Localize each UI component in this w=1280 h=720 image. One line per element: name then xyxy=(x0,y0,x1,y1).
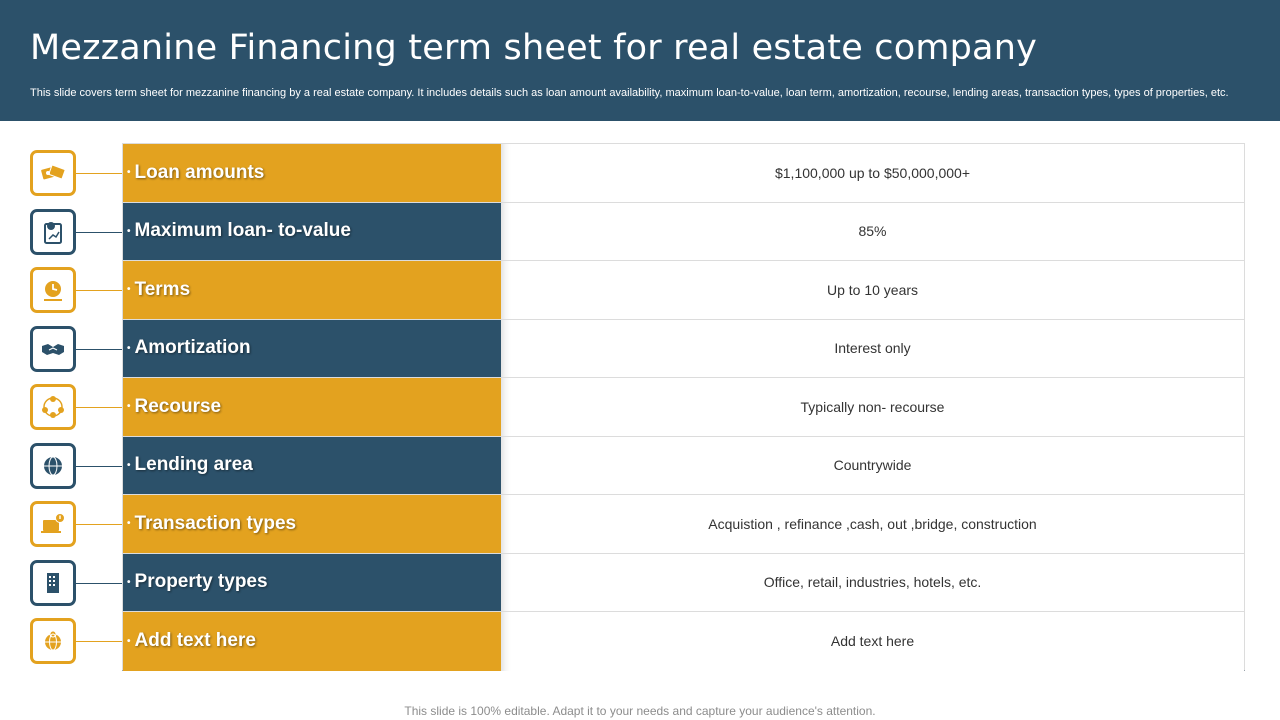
globe-people-icon xyxy=(30,443,76,489)
connector-line xyxy=(76,407,122,408)
laptop-payment-icon xyxy=(30,501,76,547)
table-row xyxy=(123,495,1244,554)
connector-line xyxy=(76,524,122,525)
term-sheet-table xyxy=(122,143,1245,671)
row-label: • Add text here xyxy=(123,612,501,671)
handshake-icon xyxy=(30,326,76,372)
connector-line xyxy=(76,641,122,642)
row-value: $1,100,000 up to $50,000,000+ xyxy=(501,144,1244,202)
row-value: Office, retail, industries, hotels, etc. xyxy=(501,554,1244,612)
row-label: • Lending area xyxy=(123,437,501,495)
row-value: Add text here xyxy=(501,612,1244,671)
row-value: Acquistion , refinance ,cash, out ,bridge, construction xyxy=(501,495,1244,553)
page-title: Mezzanine Financing term sheet for real estate company xyxy=(30,28,1038,68)
clock-icon xyxy=(30,267,76,313)
row-label: • Property types xyxy=(123,554,501,612)
footer-note: This slide is 100% editable. Adapt it to your needs and capture your audience's attention. xyxy=(404,704,876,718)
row-value: Up to 10 years xyxy=(501,261,1244,319)
people-globe-icon xyxy=(30,618,76,664)
table-row xyxy=(123,612,1244,671)
connector-line xyxy=(76,466,122,467)
connector-line xyxy=(76,349,122,350)
table-row xyxy=(123,320,1244,379)
row-value: Typically non- recourse xyxy=(501,378,1244,436)
row-label: • Loan amounts xyxy=(123,144,501,202)
connector-line xyxy=(76,583,122,584)
connector-line xyxy=(76,232,122,233)
table-row xyxy=(123,203,1244,262)
row-label: • Recourse xyxy=(123,378,501,436)
table-row xyxy=(123,144,1244,203)
connector-line xyxy=(76,173,122,174)
row-value: Interest only xyxy=(501,320,1244,378)
building-icon xyxy=(30,560,76,606)
document-chart-icon xyxy=(30,209,76,255)
table-row xyxy=(123,378,1244,437)
row-label: • Amortization xyxy=(123,320,501,378)
money-bills-icon xyxy=(30,150,76,196)
table-row xyxy=(123,437,1244,496)
network-people-icon xyxy=(30,384,76,430)
header-banner xyxy=(0,0,1280,121)
row-label: • Maximum loan- to-value xyxy=(123,203,501,261)
connector-line xyxy=(76,290,122,291)
row-value: Countrywide xyxy=(501,437,1244,495)
row-label: • Terms xyxy=(123,261,501,319)
table-row xyxy=(123,261,1244,320)
page-subtitle: This slide covers term sheet for mezzanine financing by a real estate company. It includes details such as loan amount availability, maximum loan-to-value, loan term, amortization, recourse, lending areas, transaction types, types of properties, etc. xyxy=(30,87,1229,99)
row-label: • Transaction types xyxy=(123,495,501,553)
row-value: 85% xyxy=(501,203,1244,261)
table-row xyxy=(123,554,1244,613)
